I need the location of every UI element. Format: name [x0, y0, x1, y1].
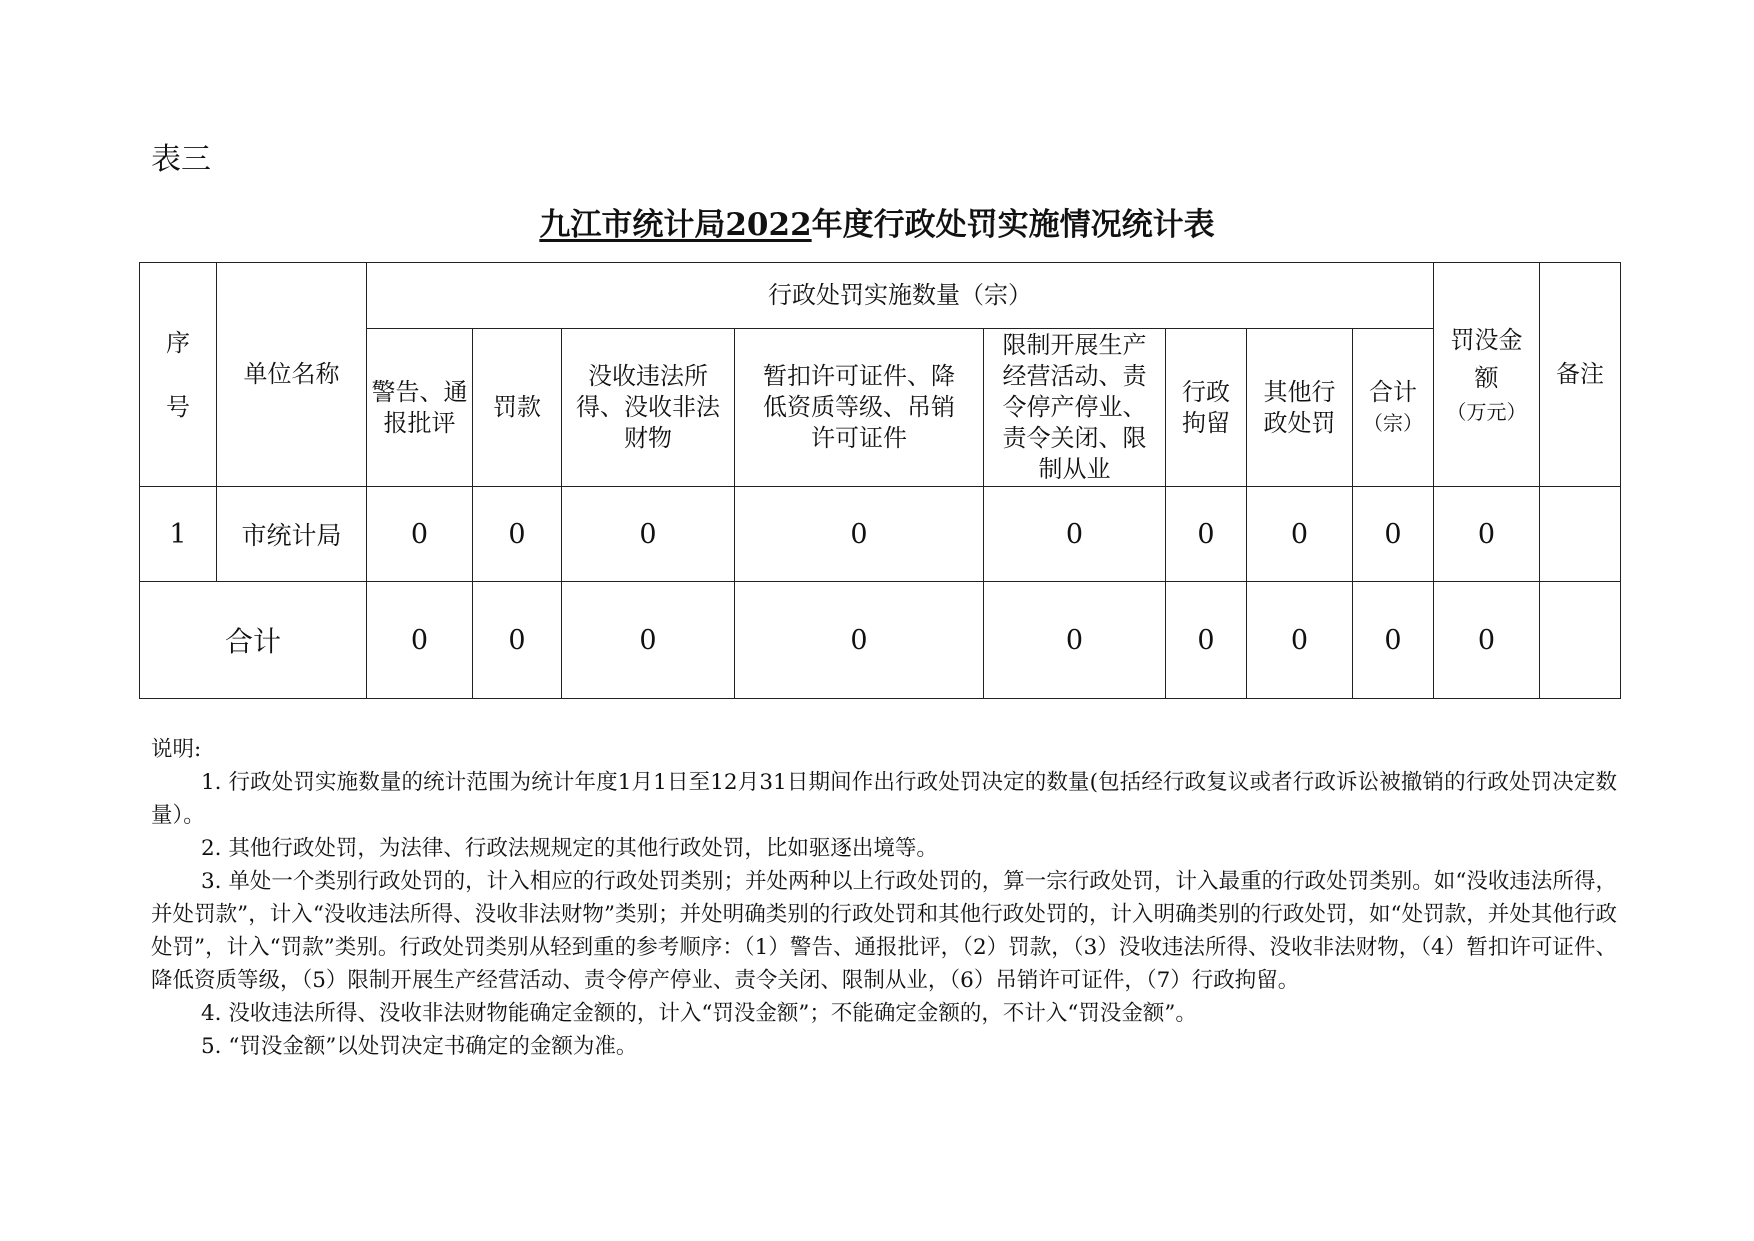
- penalty-statistics-table: [139, 262, 1621, 699]
- cell-restriction: 0: [984, 487, 1166, 582]
- note-item-1: 1. 行政处罚实施数量的统计范围为统计年度1月1日至12月31日期间作出行政处罚决定的数量(包括经行政复议或者行政诉讼被撤销的行政处罚决定数量）。: [151, 770, 1617, 828]
- notes-heading: 说明:: [151, 737, 202, 762]
- header-license: 暂扣许可证件、降低资质等级、吊销许可证件: [735, 329, 984, 487]
- title-underlined-part: 九江市统计局2022: [539, 207, 812, 243]
- cell-total-confiscation: 0: [562, 582, 735, 699]
- cell-total-other: 0: [1247, 582, 1353, 699]
- cell-warning: 0: [367, 487, 473, 582]
- cell-remarks: [1540, 487, 1621, 582]
- header-restriction: 限制开展生产经营活动、责令停产停业、责令关闭、限制从业: [984, 329, 1166, 487]
- header-amount: 罚没金额 （万元）: [1434, 263, 1540, 487]
- cell-amount: 0: [1434, 487, 1540, 582]
- cell-total-subtotal: 0: [1353, 582, 1434, 699]
- note-item-4: 4. 没收违法所得、没收非法财物能确定金额的，计入“罚没金额”；不能确定金额的，不计入“罚没金额”。: [201, 1001, 1197, 1026]
- header-seq: 序号: [140, 263, 217, 487]
- cell-total-label: 合计: [140, 582, 367, 699]
- cell-other: 0: [1247, 487, 1353, 582]
- cell-license: 0: [735, 487, 984, 582]
- cell-detention: 0: [1166, 487, 1247, 582]
- cell-total-license: 0: [735, 582, 984, 699]
- cell-total-restriction: 0: [984, 582, 1166, 699]
- document-title: [0, 203, 1754, 247]
- cell-total-remarks: [1540, 582, 1621, 699]
- header-confiscation: 没收违法所得、没收非法财物: [562, 329, 735, 487]
- cell-unit-name: 市统计局: [217, 487, 367, 582]
- header-penalty-count-group: 行政处罚实施数量（宗）: [367, 263, 1434, 329]
- note-item-3: 3. 单处一个类别行政处罚的，计入相应的行政处罚类别；并处两种以上行政处罚的，算一宗行政处罚，计入最重的行政处罚类别。如“没收违法所得，并处罚款”，计入“没收违法所得、没收非法财物”类别；并处明确类别的行政处罚和其他行政处罚的，计入明确类别的行政处罚，如“处罚款，并处其他行政处罚”，计入“罚款”类别。行政处罚类别从轻到重的参考顺序：（1）警告、通报批评，（2）罚款，（3）没收违法所得、没收非法财物，（4）暂扣许可证件、降低资质等级，（5）限制开展生产经营活动、责令停产停业、责令关闭、限制从业，（6）吊销许可证件，（7）行政拘留。: [151, 869, 1617, 993]
- note-item-2: 2. 其他行政处罚，为法律、行政法规规定的其他行政处罚，比如驱逐出境等。: [201, 836, 938, 861]
- cell-total-detention: 0: [1166, 582, 1247, 699]
- table-number-label: 表三: [151, 142, 211, 177]
- header-subtotal: 合计 （宗）: [1353, 329, 1434, 487]
- header-warning: 警告、通报批评: [367, 329, 473, 487]
- cell-total-fine: 0: [473, 582, 562, 699]
- notes-section: [151, 733, 1617, 1063]
- header-fine: 罚款: [473, 329, 562, 487]
- cell-confiscation: 0: [562, 487, 735, 582]
- header-other: 其他行政处罚: [1247, 329, 1353, 487]
- header-unit-name: 单位名称: [217, 263, 367, 487]
- header-remarks: 备注: [1540, 263, 1621, 487]
- title-rest-part: 年度行政处罚实施情况统计表: [811, 207, 1215, 243]
- cell-subtotal: 0: [1353, 487, 1434, 582]
- header-detention: 行政拘留: [1166, 329, 1247, 487]
- cell-seq: 1: [140, 487, 217, 582]
- cell-fine: 0: [473, 487, 562, 582]
- table-row: [140, 487, 1621, 582]
- note-item-5: 5. “罚没金额”以处罚决定书确定的金额为准。: [201, 1034, 638, 1059]
- cell-total-warning: 0: [367, 582, 473, 699]
- cell-total-amount: 0: [1434, 582, 1540, 699]
- total-row: [140, 582, 1621, 699]
